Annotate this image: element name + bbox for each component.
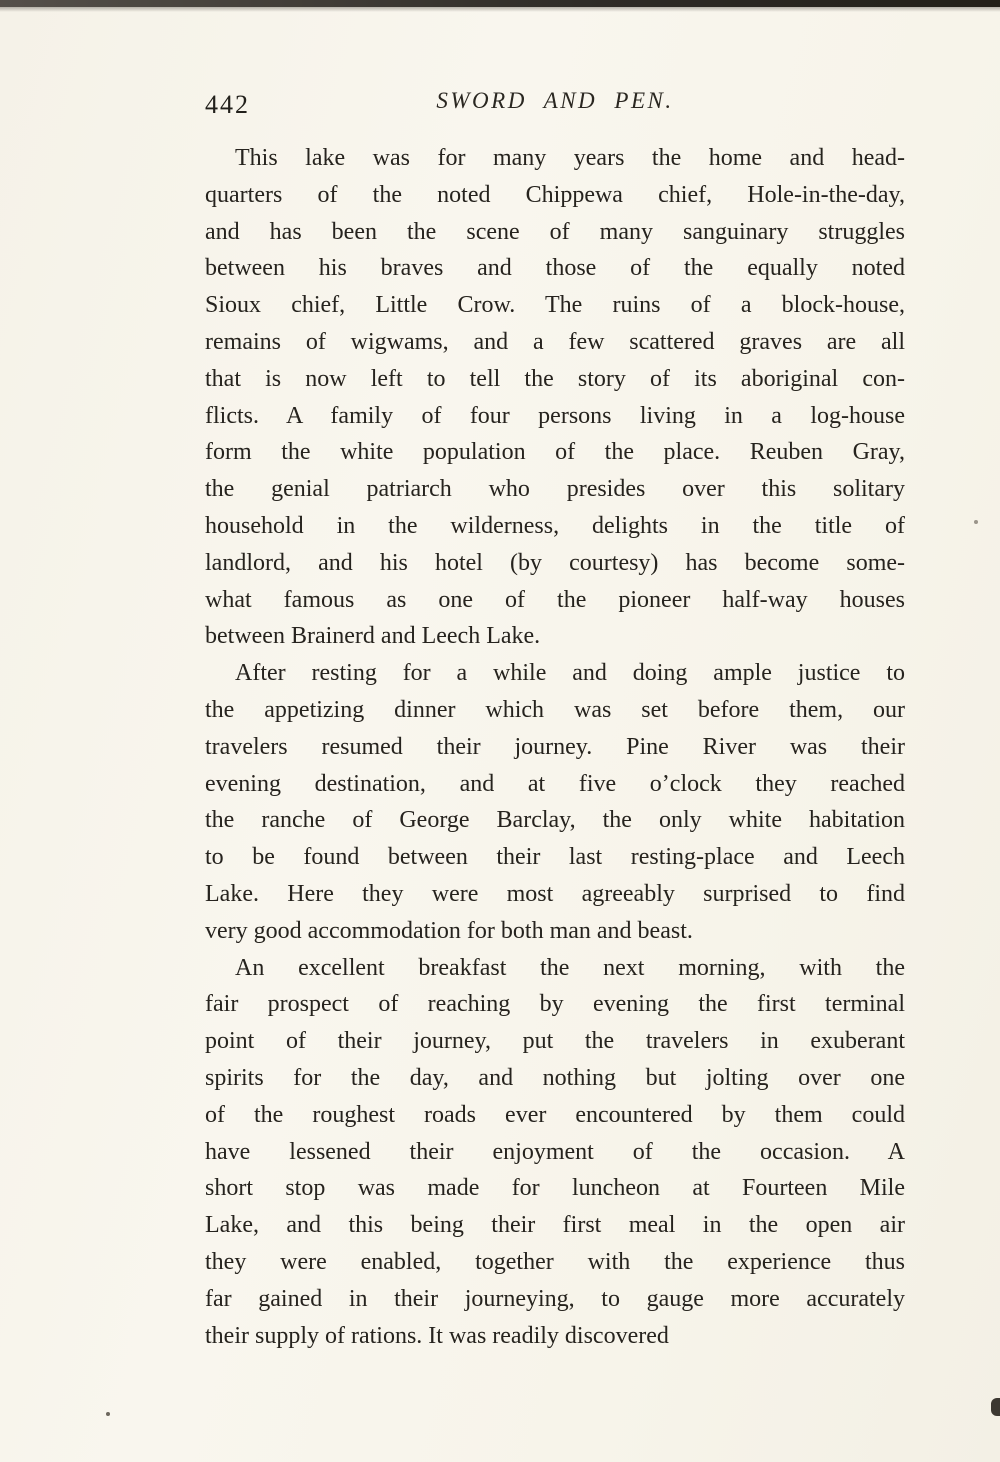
text-line: remains of wigwams, and a few scattered graves are all: [205, 328, 905, 355]
text-line: quarters of the noted Chippewa chief, Hole-in-the-day,: [205, 181, 905, 208]
text-line: they were enabled, together with the experience thus: [205, 1248, 905, 1275]
paragraph: [205, 655, 905, 949]
text-line: their supply of rations. It was readily discovered: [205, 1322, 669, 1349]
text-line: the appetizing dinner which was set before them, our: [205, 696, 905, 723]
paragraph: [205, 140, 905, 655]
text-line: evening destination, and at five o’clock they reached: [205, 770, 905, 797]
page-body: [205, 140, 905, 1354]
scan-artifact-top-edge: [0, 0, 1000, 7]
scan-artifact-dot: [106, 1412, 110, 1416]
text-line: have lessened their enjoyment of the occasion. A: [205, 1138, 905, 1165]
text-line: Lake, and this being their first meal in the open air: [205, 1212, 905, 1239]
running-title: SWORD AND PEN.: [436, 88, 674, 113]
text-line: short stop was made for luncheon at Fourteen Mile: [205, 1175, 905, 1202]
text-block: [205, 88, 905, 1354]
text-line: between his braves and those of the equally noted: [205, 255, 905, 282]
text-line: spirits for the day, and nothing but jolting over one: [205, 1064, 905, 1091]
paragraph: [205, 950, 905, 1355]
text-line: An excellent breakfast the next morning, with the: [235, 954, 905, 981]
text-line: the ranche of George Barclay, the only white habitation: [205, 807, 905, 834]
text-line: the genial patriarch who presides over this solitary: [205, 476, 905, 503]
text-line: of the roughest roads ever encountered by them could: [205, 1101, 905, 1128]
text-line: This lake was for many years the home and head-: [235, 145, 905, 171]
text-line: travelers resumed their journey. Pine River was their: [205, 733, 905, 760]
text-line: to be found between their last resting-place and Leech: [205, 844, 905, 871]
scan-artifact-top-shadow: [0, 7, 1000, 12]
text-line: between Brainerd and Leech Lake.: [205, 623, 541, 650]
text-line: form the white population of the place. Reuben Gray,: [205, 439, 905, 466]
page-header: [205, 88, 905, 126]
text-line: fair prospect of reaching by evening the first terminal: [205, 991, 905, 1018]
scan-artifact-speck: [974, 520, 978, 524]
text-line: what famous as one of the pioneer half-way houses: [205, 586, 905, 613]
text-line: point of their journey, put the travelers in exuberant: [205, 1028, 905, 1055]
page-number: 442: [205, 90, 250, 119]
text-line: and has been the scene of many sanguinary struggles: [205, 218, 905, 245]
text-line: that is now left to tell the story of its aboriginal con-: [205, 365, 905, 392]
text-line: After resting for a while and doing ample justice to: [235, 660, 905, 687]
text-line: Lake. Here they were most agreeably surprised to find: [205, 880, 905, 907]
text-line: landlord, and his hotel (by courtesy) has become some-: [205, 549, 905, 576]
text-line: Sioux chief, Little Crow. The ruins of a block-house,: [205, 292, 905, 319]
text-line: far gained in their journeying, to gauge more accurately: [205, 1285, 905, 1312]
text-line: very good accommodation for both man and beast.: [205, 917, 693, 944]
scan-artifact-edge-mark: [991, 1398, 1000, 1416]
text-line: flicts. A family of four persons living in a log-house: [205, 402, 905, 429]
text-line: household in the wilderness, delights in the title of: [205, 512, 905, 539]
